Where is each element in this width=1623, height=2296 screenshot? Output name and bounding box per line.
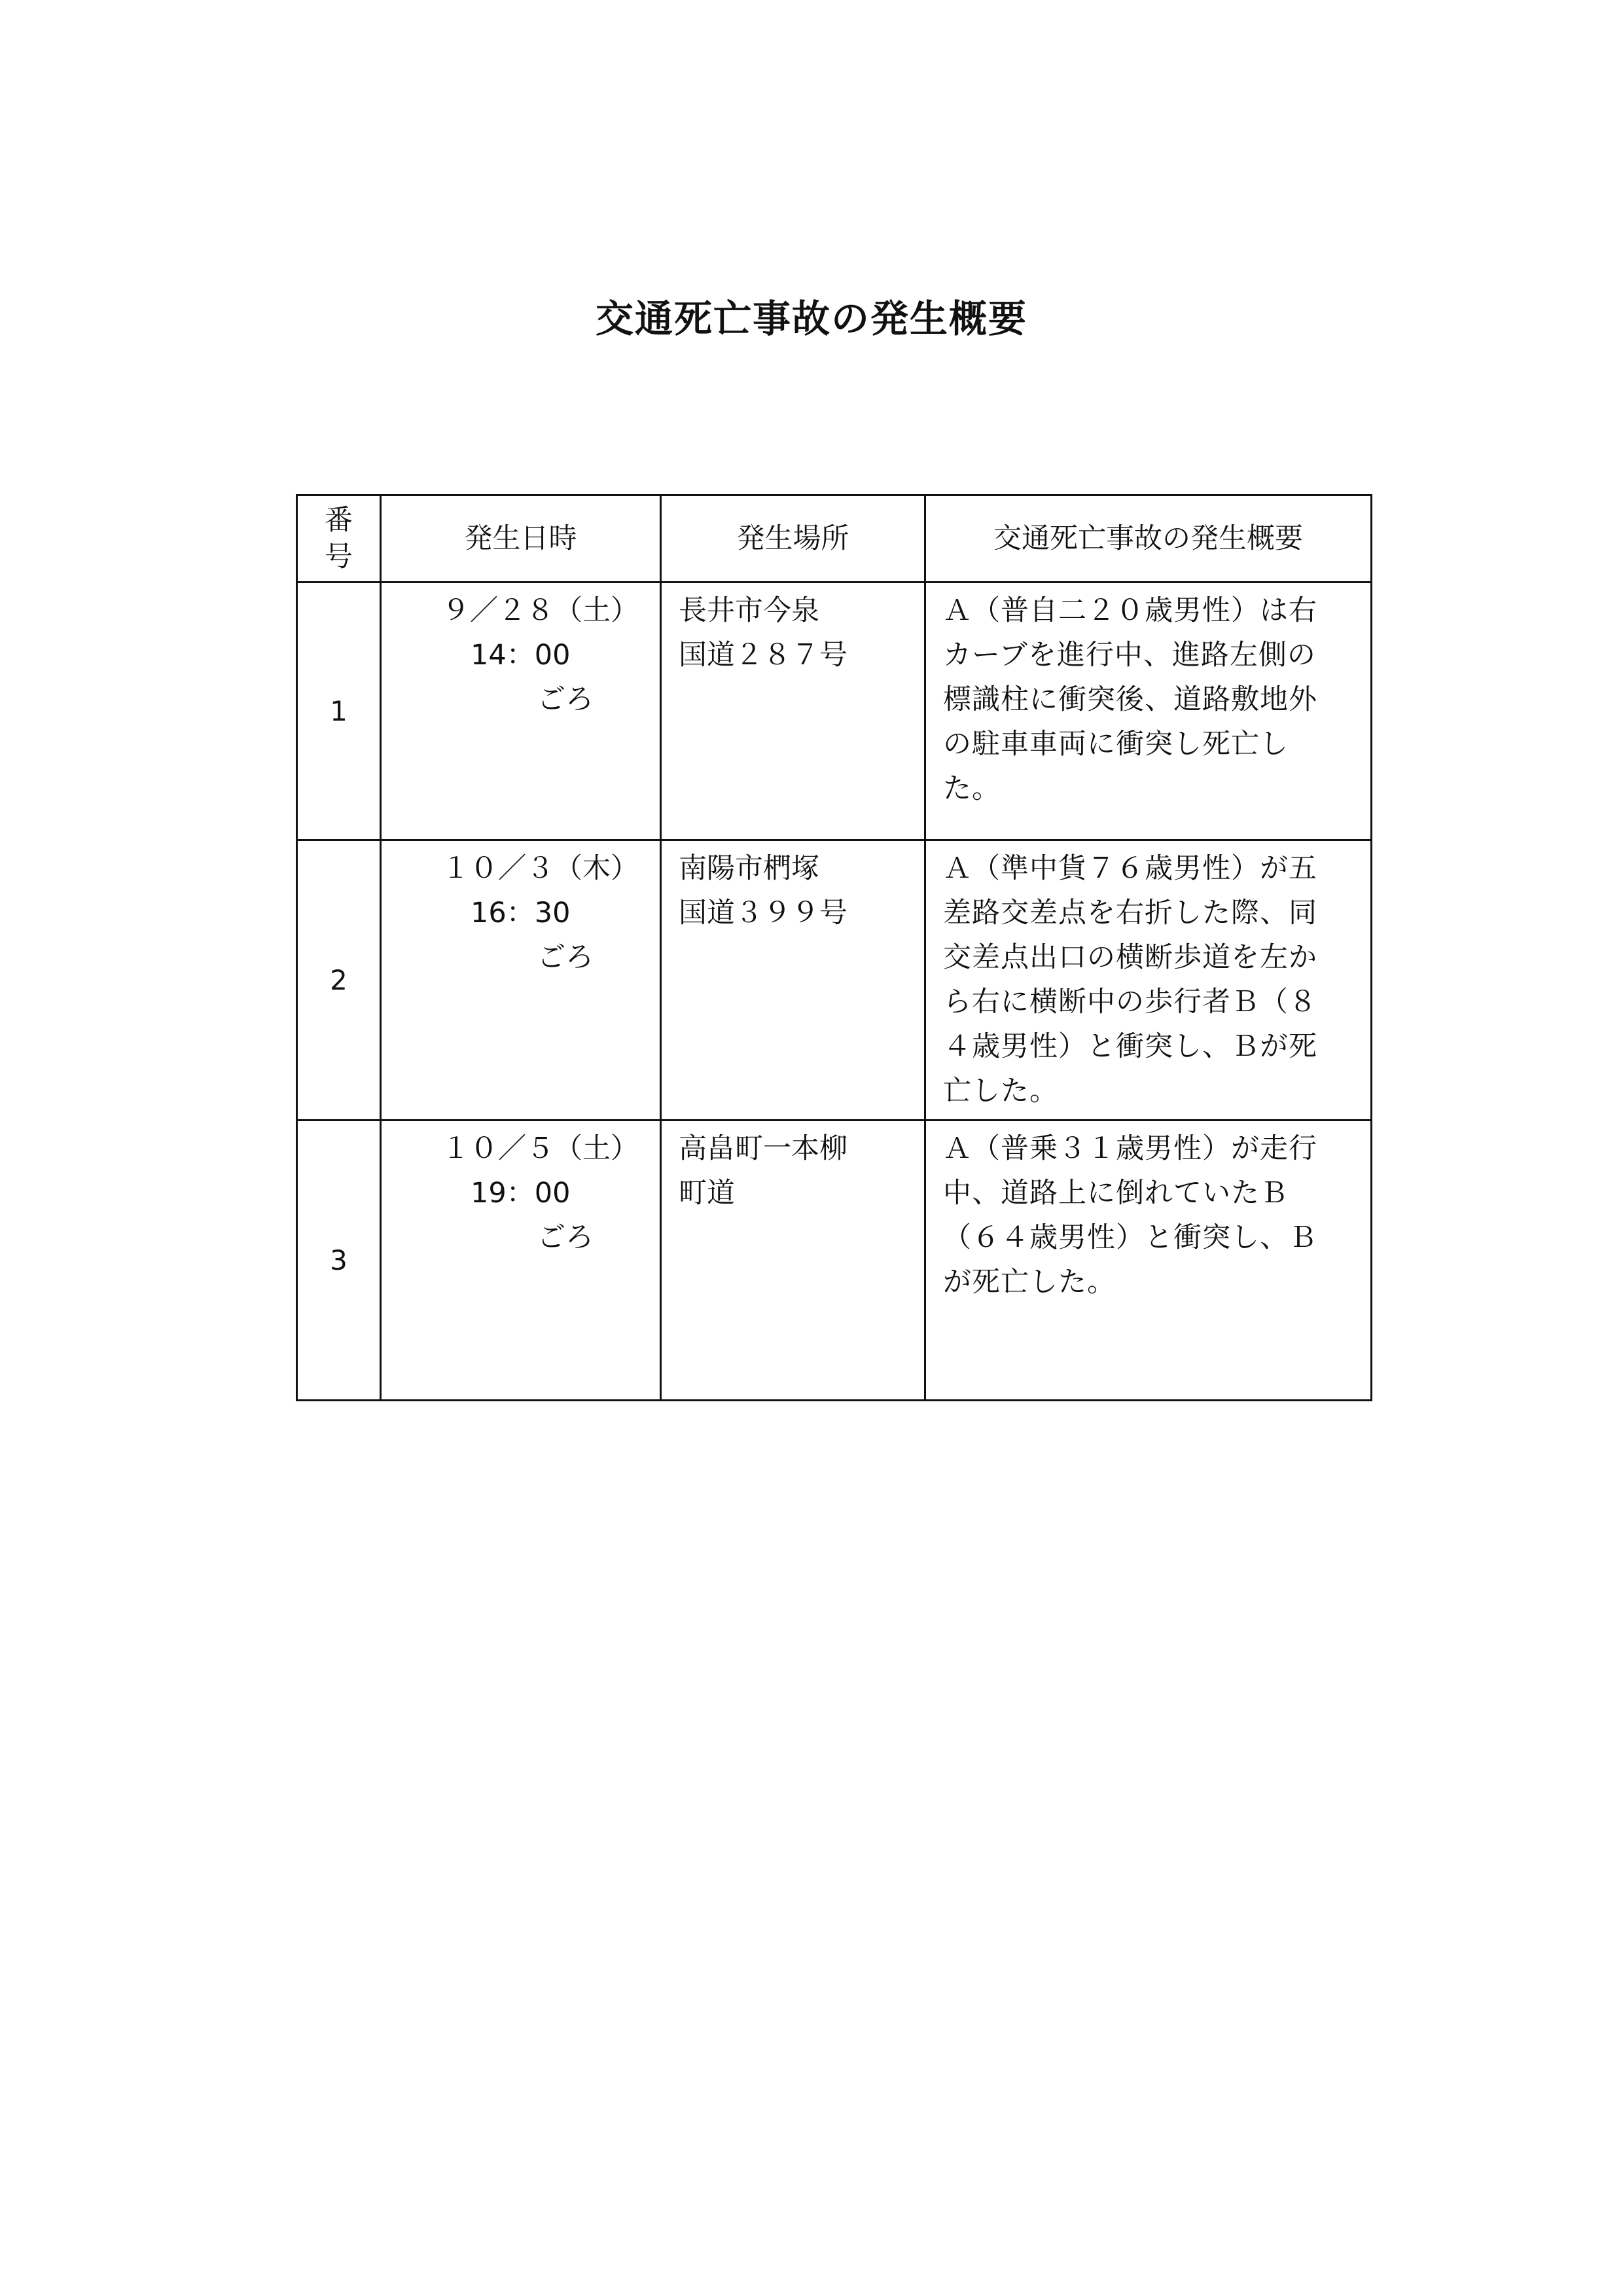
row-place: [661, 840, 925, 1121]
place-line: 国道２８７号: [679, 639, 847, 672]
row-number: 2: [297, 840, 381, 1121]
summary-line: 交差点出口の横断歩道を左か: [943, 941, 1317, 974]
header-number: [297, 495, 381, 583]
row-place: [661, 1121, 925, 1401]
summary-line: ら右に横断中の歩行者Ｂ（８: [943, 986, 1317, 1018]
row-time: 14：00: [471, 639, 571, 672]
row-time: 16：30: [471, 897, 571, 929]
header-summary: 交通死亡事故の発生概要: [925, 495, 1372, 583]
row-approx: ごろ: [537, 683, 594, 716]
row-datetime: [381, 583, 661, 840]
place-line: 町道: [679, 1177, 735, 1210]
summary-line: た。: [943, 772, 1001, 805]
table-row: [297, 1121, 1372, 1401]
row-datetime: [381, 1121, 661, 1401]
row-time: 19：00: [471, 1177, 571, 1210]
place-line: 長井市今泉: [679, 594, 819, 627]
header-number-bottom: 号: [325, 541, 353, 573]
place-line: 国道３９９号: [679, 897, 847, 929]
summary-line: カーブを進行中、進路左側の: [943, 639, 1316, 672]
row-summary: [925, 1121, 1372, 1401]
header-number-top: 番: [325, 504, 353, 537]
summary-line: Ａ（普自二２０歳男性）は右: [943, 594, 1317, 627]
summary-line: 差路交差点を右折した際、同: [943, 897, 1317, 929]
summary-line: ４歳男性）と衝突し、Ｂが死: [943, 1030, 1317, 1063]
summary-line: 標識柱に衝突後、道路敷地外: [943, 683, 1317, 716]
row-date: ９／２８（土）: [442, 594, 639, 627]
summary-line: の駐車車両に衝突し死亡し: [943, 728, 1289, 761]
summary-line: （６４歳男性）と衝突し、Ｂ: [943, 1221, 1317, 1254]
summary-line: が死亡した。: [943, 1266, 1116, 1299]
row-summary: [925, 583, 1372, 840]
row-date: １０／３（木）: [442, 852, 639, 885]
summary-line: Ａ（準中貨７６歳男性）が五: [943, 852, 1317, 885]
accident-summary-table: [296, 494, 1372, 1401]
summary-line: Ａ（普乗３１歳男性）が走行: [943, 1132, 1317, 1165]
table-row: [297, 583, 1372, 840]
row-number: 3: [297, 1121, 381, 1401]
row-datetime: [381, 840, 661, 1121]
row-place: [661, 583, 925, 840]
header-place: 発生場所: [661, 495, 925, 583]
row-approx: ごろ: [537, 1221, 594, 1254]
row-approx: ごろ: [537, 941, 594, 974]
row-date: １０／５（土）: [442, 1132, 639, 1165]
row-number: 1: [297, 583, 381, 840]
place-line: 南陽市椚塚: [679, 852, 819, 885]
table-row: [297, 840, 1372, 1121]
summary-line: 中、道路上に倒れていたＢ: [943, 1177, 1289, 1210]
table-header-row: [297, 495, 1372, 583]
header-datetime: 発生日時: [381, 495, 661, 583]
place-line: 高畠町一本柳: [679, 1132, 847, 1165]
summary-line: 亡した。: [943, 1075, 1058, 1107]
row-summary: [925, 840, 1372, 1121]
page-title: 交通死亡事故の発生概要: [595, 296, 1027, 341]
